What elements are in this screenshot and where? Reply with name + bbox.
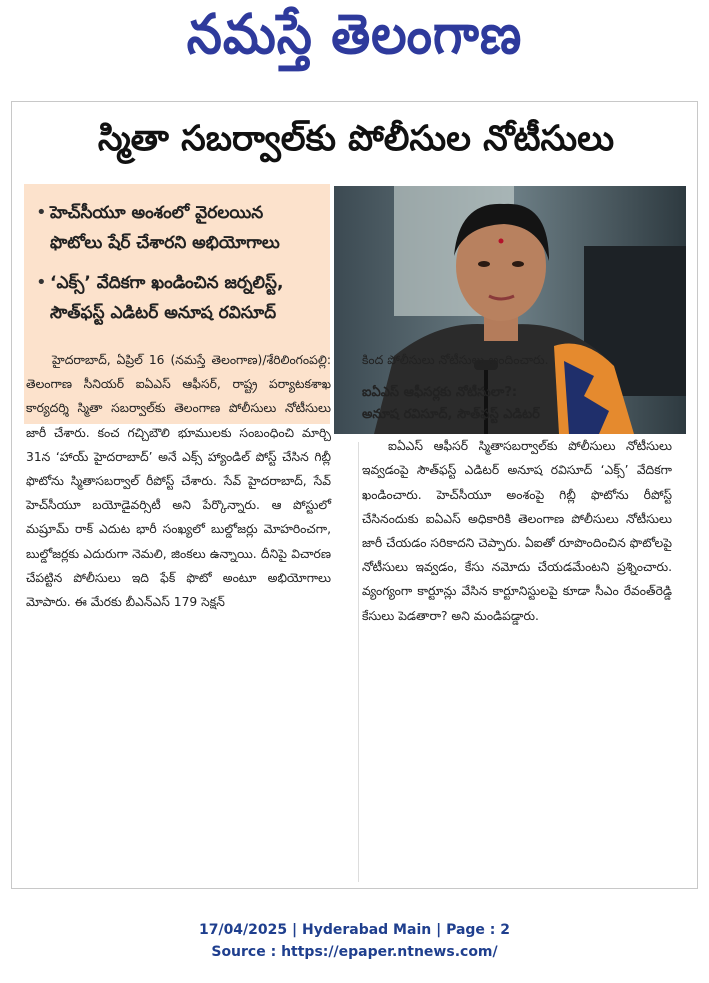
masthead <box>0 0 709 82</box>
newspaper-logo: నమస్తే తెలంగాణ <box>186 1 523 66</box>
edition-info: 17/04/2025 | Hyderabad Main | Page : 2 <box>198 922 511 938</box>
subheading-line: అనూష రవిసూద్, సౌత్‌ఫస్ట్ ఎడిటర్ <box>362 407 540 423</box>
summary-item <box>36 198 318 258</box>
column-divider <box>358 442 359 882</box>
subheading-line: ఐఏఎస్ ఆఫీసర్లకు నోటీసులా?: <box>362 385 518 401</box>
body-paragraph: ఐఏఎస్ ఆఫీసర్ స్మితాసబర్వాల్‌కు పోలీసులు నోటీసులు ఇవ్వడంపై సౌత్‌ఫస్ట్ ఎడిటర్ అనూష రవిసూద్ ‘ఎక్స్’ వేదికగా ఖండించారు. హెచ్‌సీయూ అంశంపై గిబ్లీ ఫొటోను రీపోస్ట్ చేసినందుకు ఐఏఎస్ అధికారికి తెలంగాణ పోలీసులు నోటీసులు జారీ చేయడం సరికాదని చెప్పారు. ఏఐతో రూపొందించిన ఫొటోలపై నోటీసులు ఇవ్వడం, కేసు నమోదు చేయడమేంటని ప్రశ్నించారు. వ్యంగ్యంగా కార్టూన్లు వేసిన కార్టూనిస్టులపై కూడా సీఎం రేవంత్‌రెడ్డి కేసులు పెడతారా? అని మండిపడ్డారు. <box>362 439 672 623</box>
bullet-icon: • <box>36 202 47 223</box>
source-link: Source : https://epaper.ntnews.com/ <box>211 944 498 960</box>
article-body-left <box>26 348 331 614</box>
summary-item <box>36 268 318 328</box>
section-subheading <box>362 382 672 426</box>
bullet-icon: • <box>36 272 47 293</box>
article-headline: స్మితా సబర్వాల్‌కు పోలీసుల నోటీసులు <box>97 119 615 159</box>
article-body-right <box>362 348 672 628</box>
summary-text: హెచ్‌సీయూ అంశంలో వైరలయిన ఫొటోలు షేర్ చేశారని అభియోగాలు <box>50 203 280 253</box>
body-paragraph: కింద పోలీసులు నోటీసులు అందించారు. <box>362 353 549 367</box>
summary-text: ‘ఎక్స్’ వేదికగా ఖండించిన జర్నలిస్ట్, సౌత్‌ఫస్ట్ ఎడిటర్ అనూష రవిసూద్ <box>50 273 284 323</box>
body-paragraph: హైదరాబాద్, ఏప్రిల్ 16 (నమస్తే తెలంగాణ)/శేరిలింగంపల్లి: తెలంగాణ సీనియర్ ఐఏఎస్ ఆఫీసర్, రాష్ట్ర పర్యాటకశాఖ కార్యదర్శి స్మితా సబర్వాల్‌కు తెలంగాణ పోలీసులు నోటీసులు జారీ చేశారు. కంచ గచ్చిబౌలి భూములకు సంబంధించి మార్చి 31న ‘హాయ్ హైదరాబాద్’ అనే ఎక్స్ హ్యాండిల్ పోస్ట్ చేసిన గిబ్లీ ఫొటోను స్మితాసబర్వాల్ రీపోస్ట్ చేశారు. సేవ్ హైదరాబాద్, సేవ్ హెచ్‌సీయూ బయోడైవర్సిటీ అని పేర్కొన్నారు. ఆ పోస్టులో మష్రూమ్ రాక్ ఎదుట భారీ సంఖ్యలో బుల్డోజర్లు మోహరించగా, బుల్డోజర్లకు ఎదురుగా నెమలి, జింకలు ఉన్నాయి. దీనిపై విచారణ చేపట్టిన పోలీసులు ఇది ఫేక్ ఫొటో అంటూ అభియోగాలు మోపారు. ఈ మేరకు బీఎన్ఎస్ 179 సెక్షన్ <box>26 353 331 610</box>
